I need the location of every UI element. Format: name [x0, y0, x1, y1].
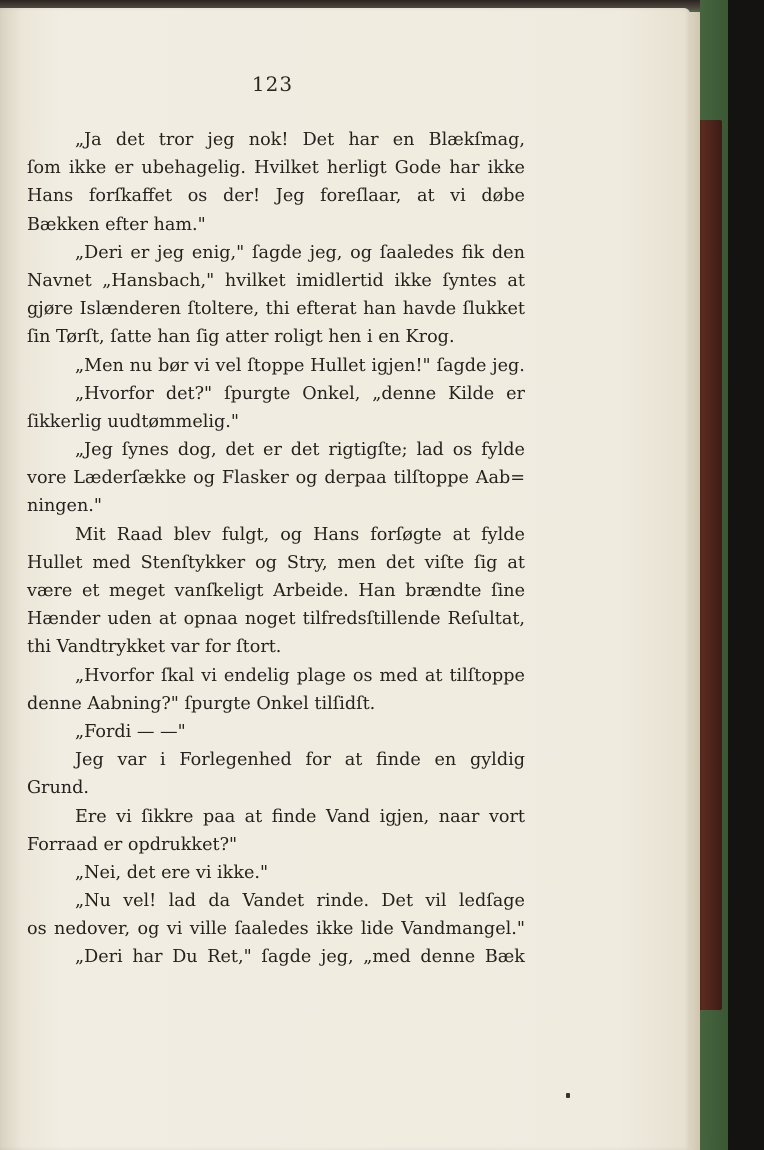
text-word: vel!: [123, 891, 157, 912]
text-word: og: [350, 242, 373, 263]
text-word: Stry,: [286, 552, 328, 573]
text-word: vel: [215, 355, 242, 376]
text-word: er: [114, 158, 134, 179]
text-line-content: denne Aabning?" ſpurgte Onkel tilſidſt.: [27, 693, 376, 714]
page-number: 123: [251, 72, 294, 96]
text-line: [27, 718, 525, 746]
text-line-content: ſikkerlig uudtømmelig.": [27, 411, 239, 432]
text-word: Det: [381, 891, 414, 912]
text-word: Ret,": [207, 947, 252, 968]
text-word: denne: [420, 947, 476, 968]
text-word: Stenſtykker: [140, 552, 246, 573]
text-line: [27, 549, 525, 577]
text-word: at: [244, 806, 263, 827]
text-word: tilfredsſtillende: [302, 609, 441, 630]
ink-speck: [566, 1093, 570, 1098]
text-word: uden: [107, 609, 152, 630]
text-word: hvilket: [224, 270, 286, 291]
text-word: Blækſmag,: [428, 130, 525, 150]
text-word: nedover,: [54, 919, 131, 940]
text-word: at: [424, 665, 443, 686]
text-line: [27, 380, 525, 408]
text-line-content: Grund.: [27, 778, 89, 799]
text-word: Jeg: [275, 186, 305, 207]
text-word: jeg: [207, 130, 235, 150]
text-word: vi: [194, 355, 210, 376]
book-cover-edge: [728, 0, 764, 1150]
text-word: har: [449, 158, 480, 179]
text-line-content: ſin Tørſt, ſatte han ſig atter roligt hen i en Krog.: [27, 327, 455, 348]
text-word: og: [280, 524, 303, 545]
text-word: ubehagelig.: [141, 158, 246, 179]
text-word: Hullet: [27, 552, 83, 573]
text-word: lad: [168, 891, 196, 912]
text-line: [27, 267, 525, 295]
text-word: er: [263, 440, 282, 461]
text-word: „denne: [372, 383, 437, 404]
text-word: Jeg: [75, 750, 104, 771]
text-word: paa: [202, 806, 236, 827]
text-word: vi: [166, 919, 183, 940]
text-word: tror: [158, 130, 194, 150]
text-word: gjøre: [27, 299, 74, 320]
text-word: Det: [302, 130, 335, 150]
text-word: ikke: [68, 158, 107, 179]
text-word: Forlegenhed: [179, 750, 292, 771]
text-word: ſig: [474, 552, 498, 573]
text-word: Hænder: [27, 609, 101, 630]
text-word: den: [491, 242, 525, 263]
text-word: vil: [425, 891, 447, 912]
text-word: og: [255, 552, 277, 573]
text-line: [27, 690, 525, 718]
text-word: „Hansbach,": [102, 270, 215, 291]
text-word: med: [379, 665, 418, 686]
text-word: havde: [402, 299, 457, 320]
text-line: [27, 464, 525, 492]
text-word: være: [27, 581, 73, 601]
text-word: nok!: [248, 130, 289, 150]
text-word: foreſlaar,: [320, 186, 402, 207]
text-word: endelig: [223, 665, 290, 686]
text-line-content: Bækken efter ham.": [27, 214, 206, 235]
text-line: [27, 605, 525, 633]
text-word: viſte: [424, 552, 465, 573]
text-line: [27, 239, 525, 267]
text-word: døbe: [481, 186, 525, 207]
text-line: [27, 774, 525, 802]
text-word: Bæk: [484, 947, 525, 968]
text-word: Du: [172, 947, 198, 968]
text-word: at: [416, 186, 435, 207]
text-line: [27, 211, 525, 239]
text-word: rigtigſte;: [328, 440, 408, 461]
text-word: og: [295, 468, 318, 489]
text-word: ſtoltere,: [187, 299, 260, 320]
text-word: vi: [450, 186, 466, 207]
text-word: vort: [488, 806, 525, 827]
text-word: det: [385, 552, 415, 573]
text-word: vore: [27, 468, 67, 489]
text-line: [27, 352, 525, 380]
text-word: ledſage: [458, 891, 525, 912]
text-word: at: [507, 270, 525, 291]
text-line: [27, 492, 525, 520]
text-word: ſine: [491, 581, 525, 601]
text-line: [27, 521, 525, 549]
text-line: [27, 154, 525, 182]
text-word: ſynes: [121, 440, 169, 461]
text-word: ville: [189, 919, 228, 940]
text-word: ſlukket: [462, 299, 525, 320]
text-word: „Hvorfor: [75, 383, 154, 404]
text-line-content: „Fordi — —": [75, 721, 186, 742]
text-word: ſagde: [436, 355, 487, 376]
text-word: „med: [363, 947, 411, 968]
text-word: og: [193, 468, 216, 489]
text-line: [27, 943, 525, 971]
text-word: Mit: [75, 524, 106, 545]
text-word: vi: [201, 665, 217, 686]
text-word: Kilde: [448, 383, 495, 404]
text-word: noget: [244, 609, 296, 630]
text-word: var: [117, 750, 147, 771]
text-word: nu: [129, 355, 153, 376]
text-word: forſkaffet: [88, 186, 173, 207]
text-word: Navnet: [27, 270, 92, 291]
text-line: [27, 126, 525, 154]
text-word: der!: [222, 186, 261, 207]
text-word: fulgt,: [221, 524, 270, 545]
text-word: Vandet: [242, 891, 305, 912]
text-word: efterat: [296, 299, 357, 320]
text-word: Ere: [75, 806, 107, 827]
text-line: [27, 436, 525, 464]
book-page: [0, 8, 690, 1150]
text-word: Hullet: [310, 355, 366, 376]
text-word: Aab=: [475, 468, 525, 489]
text-word: forſøgte: [370, 524, 442, 545]
text-line: [27, 323, 525, 351]
text-word: gyldig: [469, 750, 525, 771]
text-word: plage: [296, 665, 346, 686]
text-word: fylde: [481, 524, 525, 545]
text-word: og: [137, 919, 160, 940]
text-word: er: [130, 242, 150, 263]
text-word: har: [132, 947, 163, 968]
text-word: Onkel,: [302, 383, 361, 404]
text-word: os: [352, 665, 373, 686]
text-word: tilſtoppe: [449, 665, 525, 686]
text-word: at: [507, 552, 525, 573]
text-line: [27, 859, 525, 887]
text-word: ſpurgte: [224, 383, 291, 404]
text-word: bør: [158, 355, 189, 376]
text-word: Arbeide.: [273, 581, 349, 601]
text-word: Gode: [394, 158, 442, 179]
text-word: „Nu: [75, 891, 111, 912]
text-word: er: [506, 383, 525, 404]
text-word: „Deri: [75, 947, 123, 968]
text-word: i: [160, 750, 166, 771]
text-word: os: [187, 186, 208, 207]
text-word: Hvilket: [254, 158, 319, 179]
text-word: enig,": [191, 242, 245, 263]
text-word: brændte: [405, 581, 482, 601]
text-word: ſikkre: [141, 806, 194, 827]
text-line: [27, 746, 525, 774]
text-word: har: [348, 130, 379, 150]
text-word: „Men: [75, 355, 124, 376]
text-line: [27, 295, 525, 323]
text-word: ikke: [487, 158, 525, 179]
text-word: lide: [360, 919, 394, 940]
text-line: [27, 803, 525, 831]
text-line: [27, 915, 525, 943]
text-word: jeg.: [492, 355, 525, 376]
text-word: det: [225, 440, 255, 461]
text-line-content: ningen.": [27, 496, 102, 517]
text-word: men: [337, 552, 376, 573]
text-word: vi: [116, 806, 132, 827]
text-word: det: [290, 440, 320, 461]
text-word: meget: [109, 581, 165, 601]
text-line-content: thi Vandtrykket var for ſtort.: [27, 637, 282, 658]
text-word: Islænderen: [79, 299, 181, 320]
text-line: [27, 662, 525, 690]
text-word: Vand: [325, 806, 371, 827]
text-word: igjen,: [379, 806, 430, 827]
text-word: finde: [376, 750, 421, 771]
text-word: han: [363, 299, 397, 320]
text-line: [27, 887, 525, 915]
text-word: dog,: [177, 440, 217, 461]
text-word: jeg,: [309, 242, 343, 263]
text-word: ſaaledes: [234, 919, 309, 940]
text-word: vanſkeligt: [174, 581, 264, 601]
text-word: med: [92, 552, 131, 573]
text-word: det: [115, 130, 145, 150]
text-word: at: [344, 750, 363, 771]
text-word: jeg: [157, 242, 185, 263]
text-word: Vandmangel.": [401, 919, 525, 940]
text-line: [27, 633, 525, 661]
text-word: blev: [173, 524, 211, 545]
page-text: [27, 126, 525, 972]
text-word: ſaaledes: [379, 242, 454, 263]
text-word: ſtoppe: [247, 355, 305, 376]
text-word: „Jeg: [75, 440, 113, 461]
text-word: Reſultat,: [447, 609, 525, 630]
text-word: jeg,: [320, 947, 354, 968]
text-word: Hans: [27, 186, 74, 207]
text-word: „Ja: [75, 130, 102, 150]
text-word: Han: [358, 581, 396, 601]
text-word: ſyntes: [442, 270, 497, 291]
text-word: derpaa: [324, 468, 387, 489]
text-word: ſagde: [251, 242, 302, 263]
text-word: Læderſække: [73, 468, 187, 489]
text-word: herligt: [326, 158, 387, 179]
text-line: [27, 577, 525, 605]
text-word: Flasker: [221, 468, 289, 489]
text-word: igjen!": [371, 355, 431, 376]
text-line: [27, 182, 525, 210]
text-word: lad: [416, 440, 444, 461]
text-word: finde: [271, 806, 317, 827]
text-word: opnaa: [183, 609, 238, 630]
text-word: os: [452, 440, 473, 461]
text-word: ſkal: [160, 665, 195, 686]
text-word: „Hvorfor: [75, 665, 154, 686]
text-word: naar: [438, 806, 480, 827]
text-line: [27, 831, 525, 859]
text-word: ſom: [27, 158, 61, 179]
text-word: ſagde: [261, 947, 312, 968]
text-word: „Deri: [75, 242, 123, 263]
text-line-content: Forraad er opdrukket?": [27, 834, 238, 855]
text-word: fylde: [481, 440, 525, 461]
text-word: tilſtoppe: [393, 468, 469, 489]
text-line-content: „Nei, det ere vi ikke.": [75, 862, 269, 883]
text-word: en: [392, 130, 415, 150]
text-word: rinde.: [316, 891, 370, 912]
text-word: en: [434, 750, 457, 771]
text-word: ikke: [394, 270, 432, 291]
text-word: ikke: [316, 919, 354, 940]
text-word: thi: [265, 299, 290, 320]
text-line: [27, 408, 525, 436]
text-word: Hans: [313, 524, 360, 545]
text-word: os: [27, 919, 47, 940]
text-word: Raad: [116, 524, 163, 545]
text-word: fik: [461, 242, 485, 263]
text-word: et: [81, 581, 100, 601]
text-word: det?": [165, 383, 213, 404]
text-word: at: [158, 609, 177, 630]
text-word: da: [208, 891, 231, 912]
text-word: imidlertid: [296, 270, 384, 291]
text-word: at: [452, 524, 471, 545]
text-word: for: [305, 750, 331, 771]
